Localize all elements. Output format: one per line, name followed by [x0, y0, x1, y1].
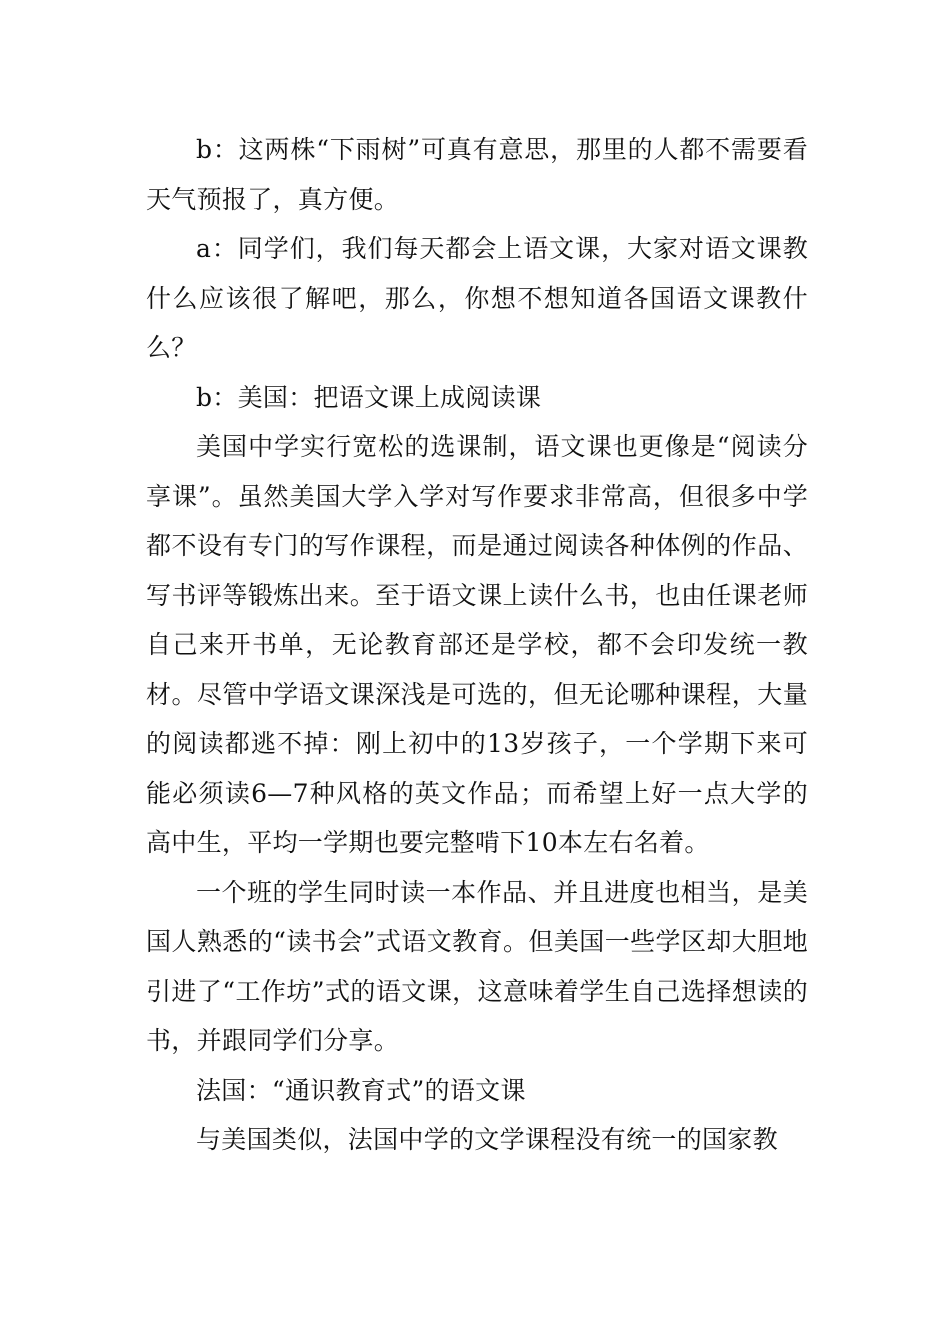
heading-france-general-education: 法国：“通识教育式”的语文课: [196, 1075, 526, 1105]
paragraph-usa-workshop: 一个班的学生同时读一本作品、并且进度也相当，是美国人熟悉的“读书会”式语文教育。但美国一些学区却大胆地引进了“工作坊”式的语文课，这意味着学生自己选择想读的书，并跟同学们分享。: [146, 877, 808, 1055]
paragraph-france-literature: 与美国类似，法国中学的文学课程没有统一的国家教: [196, 1125, 778, 1154]
document-body: [146, 125, 808, 1165]
heading-usa-reading-class: b：美国：把语文课上成阅读课: [196, 382, 542, 412]
paragraph-chinese-class-question: a：同学们，我们每天都会上语文课，大家对语文课教什么应该很了解吧，那么，你想不想知道各国语文课教什么？: [146, 234, 808, 362]
paragraph-raining-trees-dialogue: b：这两株“下雨树”可真有意思，那里的人都不需要看天气预报了，真方便。: [146, 135, 808, 214]
paragraph-usa-reading-class: 美国中学实行宽松的选课制，语文课也更像是“阅读分享课”。虽然美国大学入学对写作要求非常高，但很多中学都不设有专门的写作课程，而是通过阅读各种体例的作品、写书评等锻炼出来。至于语文课上读什么书，也由任课老师自己来开书单，无论教育部还是学校，都不会印发统一教材。尽管中学语文课深浅是可选的，但无论哪种课程，大量的阅读都逃不掉：刚上初中的13岁孩子，一个学期下来可能必须读6—7种风格的英文作品；而希望上好一点大学的高中生，平均一学期也要完整啃下10本左右名着。: [146, 432, 808, 857]
